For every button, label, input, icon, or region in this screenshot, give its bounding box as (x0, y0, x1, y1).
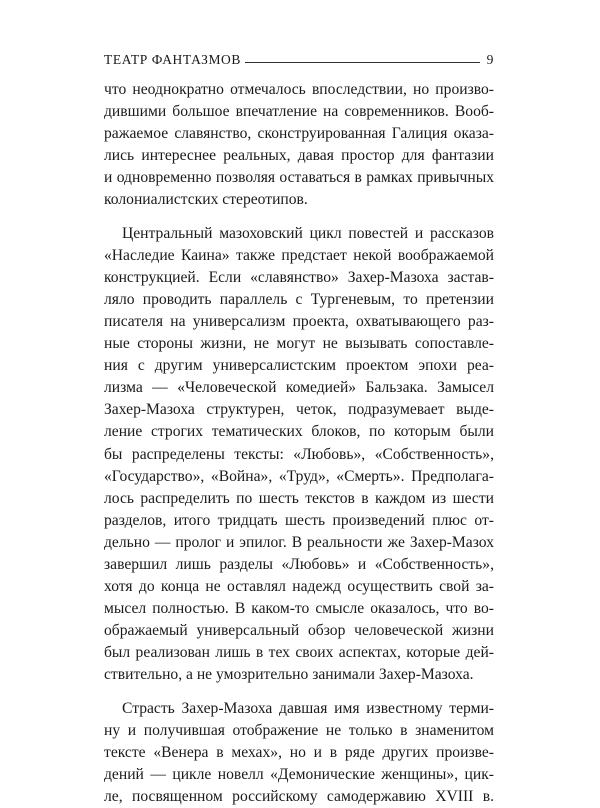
text-line: колониалистских стереотипов. (104, 191, 308, 209)
text-line: Центральный мазоховский цикл повестей и рассказов (122, 224, 494, 242)
text-line: ляло проводить параллель с Тургеневым, то претензии (104, 290, 494, 308)
text-line: ствительно, а не умозрительно занимали Захер-Мазоха. (104, 666, 474, 684)
text-line: лось распределить по шесть текстов в каждом из шести (104, 489, 494, 507)
text-line: что неоднократно отмечалось впоследствии, но произво- (104, 81, 494, 98)
text-line: был реализован лишь в тех своих аспектах, которые дей- (104, 644, 494, 662)
text-line: тексте «Венера в мехах», но и в ряде других произве- (104, 743, 494, 761)
text-line: ния с другим универсалистским проектом эпохи реа- (104, 357, 494, 375)
text-line: дений — цикле новелл «Демонические женщины», цик- (104, 765, 494, 783)
paragraph (104, 223, 494, 687)
text-line: мысел полностью. В каком-то смысле оказалось, что во- (104, 600, 494, 618)
text-line: Страсть Захер-Мазоха давшая имя известному терми- (122, 699, 494, 717)
text-line: и одновременно позволяя оставаться в рамках привычных (104, 169, 494, 187)
text-line: лизма — «Человеческой комедией» Бальзака. Замысел (104, 379, 494, 397)
text-line: дившими большое впечатление на современников. Вооб- (104, 103, 494, 121)
text-line: бы распределены тексты: «Любовь», «Собственность», (104, 445, 494, 463)
text-line: ные стороны жизни, не могут не вызывать сопоставле- (104, 335, 494, 353)
text-line: ну и получившая отображение не только в знаменитом (104, 721, 494, 739)
text-line: ражаемое славянство, сконструированная Галиция оказа- (104, 125, 494, 143)
text-line: «Государство», «Война», «Труд», «Смерть». Предполага- (104, 467, 494, 485)
text-line: Захер-Мазоха структурен, четок, подразумевает выде- (104, 401, 494, 419)
text-line: ление строгих тематических блоков, по которым были (104, 423, 494, 441)
text-line: ле, посвященном российскому самодержавию XVIII в. (104, 787, 494, 805)
page-number: 9 (483, 52, 494, 68)
text-line: ображаемый универсальный обзор человеческой жизни (104, 622, 494, 640)
text-line: хотя до конца не оставлял надежд осуществить свой за- (104, 578, 494, 596)
text-line: конструкцией. Если «славянство» Захер-Мазоха застав- (104, 268, 494, 286)
running-title: ТЕАТР ФАНТАЗМОВ (104, 52, 245, 68)
body-text (104, 79, 494, 808)
text-line: дельно — пролог и эпилог. В реальности же Захер-Мазох (104, 533, 494, 551)
paragraph (104, 698, 494, 808)
text-line: «Наследие Каина» также предстает некой воображаемой (104, 246, 494, 264)
text-line: писателя на универсализм проекта, охватывающего раз- (104, 312, 494, 330)
book-page (104, 52, 494, 805)
paragraph (104, 79, 494, 212)
text-line: разделов, итого тридцать шесть произведений плюс от- (104, 511, 494, 529)
text-line: завершил лишь разделы «Любовь» и «Собственность», (104, 555, 494, 573)
text-line: лись интереснее реальных, давая простор для фантазии (104, 147, 494, 165)
running-head (104, 52, 494, 72)
